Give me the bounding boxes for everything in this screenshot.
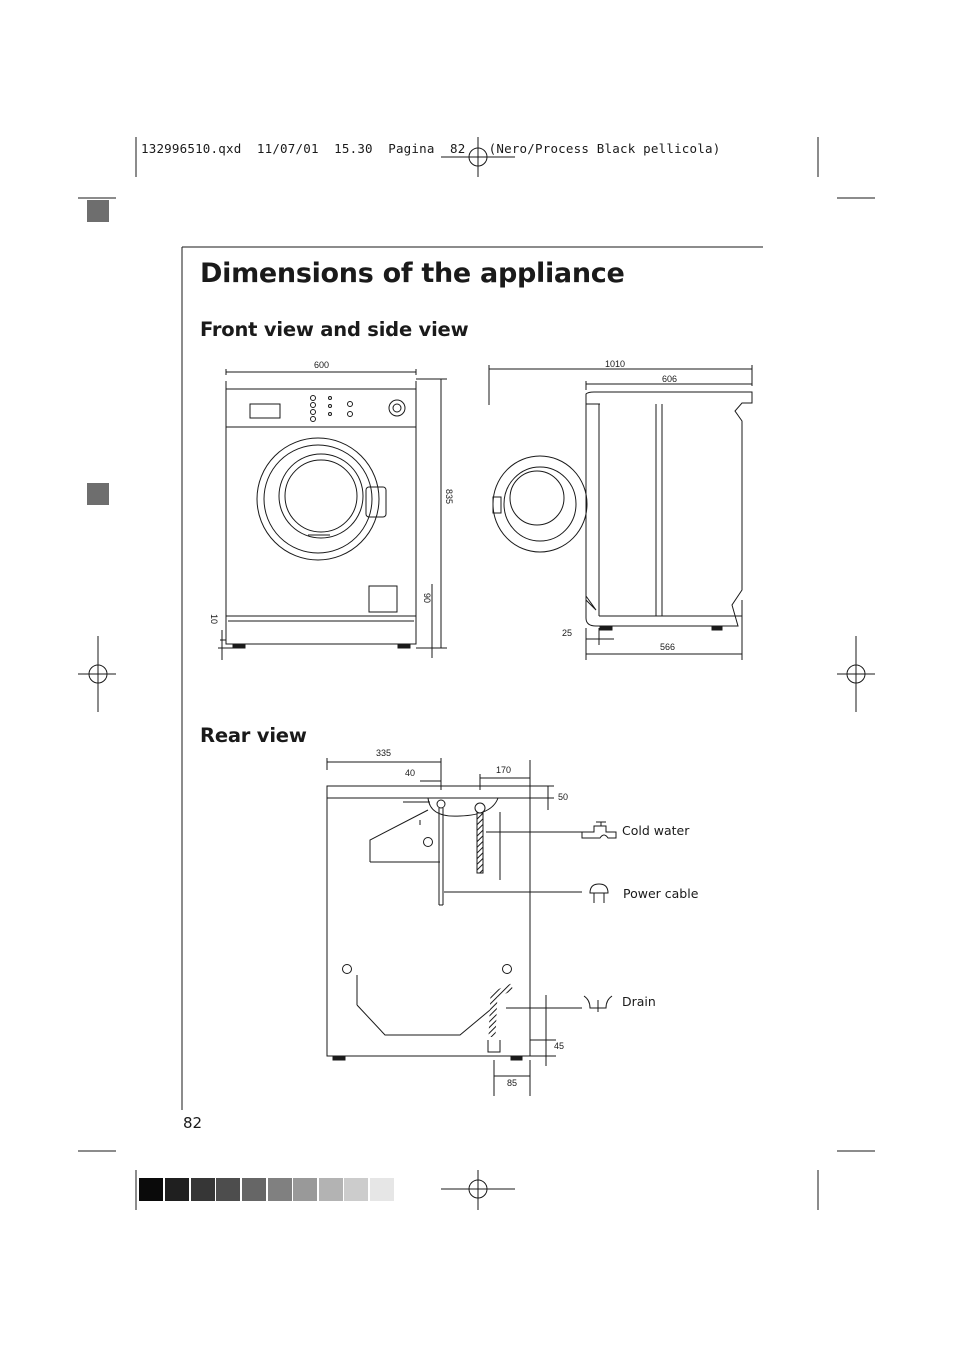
page-title: Dimensions of the appliance xyxy=(200,258,625,289)
dim-front-height: 835 xyxy=(444,489,454,505)
swatch-10 xyxy=(370,1178,394,1201)
swatch-2 xyxy=(165,1178,189,1201)
label-drain: Drain xyxy=(622,994,656,1009)
cold-water-icon xyxy=(582,822,616,838)
section-title-front-side: Front view and side view xyxy=(200,318,469,341)
swatch-1 xyxy=(139,1178,163,1201)
dim-rear-drain-side: 85 xyxy=(507,1078,518,1088)
dim-side-depth-top: 606 xyxy=(662,374,678,384)
power-cable-icon xyxy=(590,884,608,903)
label-cold-water: Cold water xyxy=(622,823,690,838)
dim-front-width: 600 xyxy=(314,360,330,370)
swatch-6 xyxy=(268,1178,292,1201)
section-title-rear: Rear view xyxy=(200,724,307,747)
swatch-9 xyxy=(344,1178,368,1201)
registration-marks xyxy=(78,137,875,1210)
swatch-7 xyxy=(293,1178,317,1201)
swatch-4 xyxy=(216,1178,240,1201)
dim-front-foot: 10 xyxy=(209,614,219,625)
dim-side-depth-base: 566 xyxy=(660,642,676,652)
rear-view xyxy=(327,758,582,1096)
swatch-8 xyxy=(319,1178,343,1201)
dim-rear-inlet-right: 170 xyxy=(496,765,512,775)
page-number: 82 xyxy=(183,1114,203,1132)
front-view xyxy=(218,369,447,660)
dim-rear-top: 50 xyxy=(558,792,569,802)
dim-side-overall: 1010 xyxy=(605,359,626,369)
side-view xyxy=(489,365,752,660)
dim-rear-inlet-left: 40 xyxy=(405,768,416,778)
drain-icon xyxy=(584,996,612,1012)
label-power-cable: Power cable xyxy=(623,886,699,901)
dim-rear-drain-height: 45 xyxy=(554,1041,565,1051)
swatch-3 xyxy=(191,1178,215,1201)
crop-marks xyxy=(78,137,875,1210)
swatch-5 xyxy=(242,1178,266,1201)
dim-front-panel: 90 xyxy=(422,593,432,604)
dim-rear-width: 335 xyxy=(376,748,392,758)
dim-side-offset: 25 xyxy=(562,628,573,638)
print-slug: 132996510.qxd 11/07/01 15.30 Pagina 82 (Nero/Process Black pellicola) xyxy=(141,141,721,156)
